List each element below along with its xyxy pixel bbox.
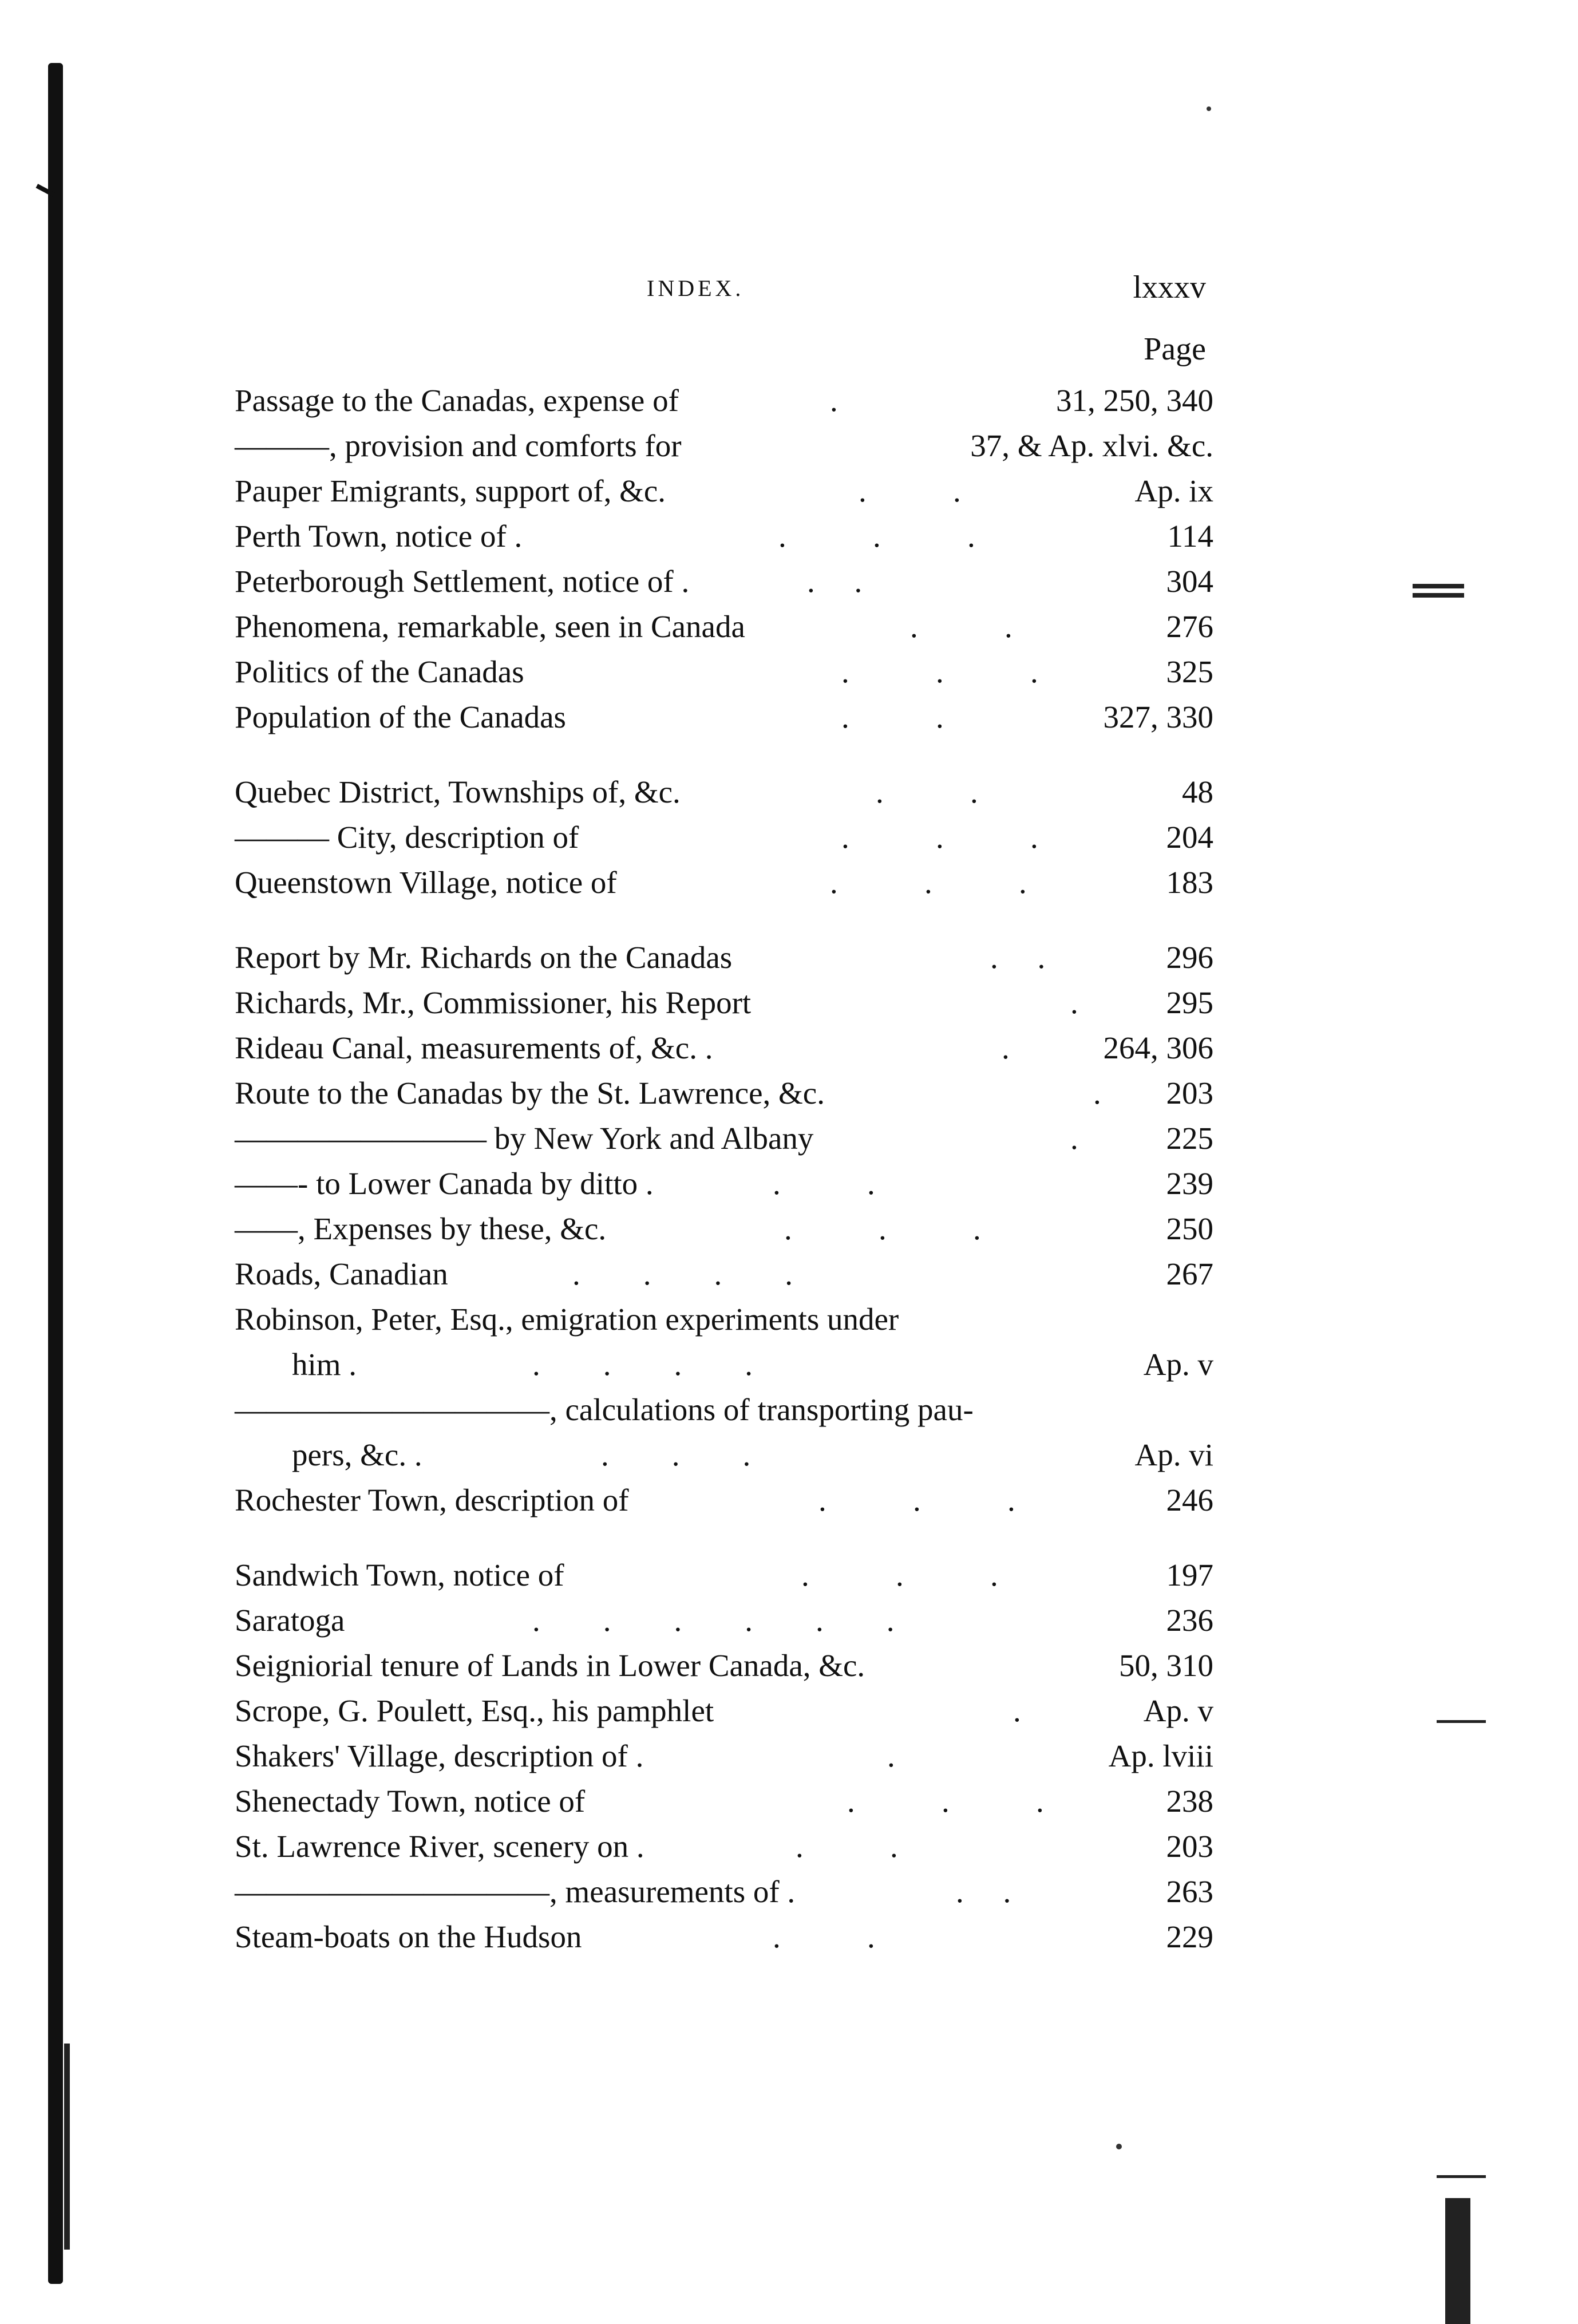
index-entry	[235, 1387, 1213, 1432]
entry-page-ref: 114	[1167, 519, 1213, 554]
entry-page-ref: 304	[1166, 564, 1213, 599]
entry-text: St. Lawrence River, scenery on .	[235, 1829, 644, 1864]
leader-dots: . . . . . .	[532, 1603, 895, 1638]
index-entry	[235, 1161, 1213, 1206]
entry-text: Route to the Canadas by the St. Lawrence, &c.	[235, 1076, 825, 1110]
leader-dots: . .	[841, 699, 944, 734]
leader-dots: . .	[807, 564, 863, 599]
leader-dots: . . .	[818, 1483, 1015, 1517]
entry-page-ref: 204	[1166, 820, 1213, 855]
entry-page-ref: 203	[1166, 1076, 1213, 1110]
leader-dots: .	[1070, 1121, 1078, 1156]
entry-text: him .	[292, 1347, 357, 1382]
index-entry	[235, 1025, 1213, 1070]
index-entry	[235, 1733, 1213, 1778]
index-entry	[235, 1643, 1213, 1688]
index-entry	[235, 1432, 1213, 1477]
page-column-label: Page	[1144, 331, 1206, 367]
entry-text: ———————— by New York and Albany	[235, 1121, 814, 1156]
index-entry	[235, 1869, 1213, 1914]
index-entry	[235, 468, 1213, 513]
entry-text: Robinson, Peter, Esq., emigration experiments under	[235, 1302, 899, 1337]
entry-page-ref: Ap. vi	[1134, 1437, 1213, 1472]
entry-text: pers, &c. .	[292, 1437, 422, 1472]
entry-page-ref: Ap. lviii	[1108, 1738, 1213, 1773]
entry-text: ——- to Lower Canada by ditto .	[235, 1166, 654, 1201]
entry-text: Passage to the Canadas, expense of	[235, 383, 679, 418]
entry-page-ref: Ap. ix	[1134, 473, 1213, 508]
index-entry	[235, 980, 1213, 1025]
entry-text: Peterborough Settlement, notice of .	[235, 564, 690, 599]
binding-edge	[48, 63, 63, 2284]
index-entry	[235, 815, 1213, 860]
leader-dots: . .	[796, 1829, 898, 1864]
index-entry	[235, 1824, 1213, 1869]
index-entry	[235, 1116, 1213, 1161]
margin-mark	[1413, 593, 1464, 598]
index-entry	[235, 769, 1213, 815]
running-header	[0, 270, 1578, 321]
entry-text: Richards, Mr., Commissioner, his Report	[235, 985, 752, 1020]
entry-text: ——————————, measurements of .	[235, 1874, 796, 1909]
entry-text: Seigniorial tenure of Lands in Lower Canada, &c.	[235, 1648, 865, 1683]
index-entry	[235, 513, 1213, 559]
entry-page-ref: 246	[1166, 1483, 1213, 1517]
entry-page-ref: 197	[1166, 1558, 1213, 1592]
entry-text: Report by Mr. Richards on the Canadas	[235, 940, 733, 975]
index-entries	[235, 378, 1213, 1959]
index-entry	[235, 423, 1213, 468]
entry-text: ——, Expenses by these, &c.	[235, 1211, 607, 1246]
entry-text: Scrope, G. Poulett, Esq., his pamphlet	[235, 1693, 714, 1728]
entry-text: Shenectady Town, notice of	[235, 1784, 586, 1819]
leader-dots: .	[1013, 1693, 1021, 1728]
index-title: INDEX.	[647, 275, 745, 301]
entry-page-ref: Ap. v	[1143, 1693, 1213, 1728]
entry-page-ref: 225	[1166, 1121, 1213, 1156]
entry-text: Steam-boats on the Hudson	[235, 1919, 582, 1954]
leader-dots: . . .	[841, 820, 1038, 855]
entry-page-ref: 264, 306	[1103, 1030, 1213, 1065]
entry-text: Phenomena, remarkable, seen in Canada	[235, 609, 745, 644]
margin-mark	[1413, 584, 1464, 588]
margin-mark	[1437, 1720, 1486, 1723]
index-entry	[235, 1598, 1213, 1643]
entry-page-ref: 236	[1166, 1603, 1213, 1638]
leader-dots: . . .	[778, 519, 975, 554]
index-entry	[235, 1251, 1213, 1297]
leader-dots: .	[887, 1738, 895, 1773]
entry-text: Roads, Canadian	[235, 1256, 448, 1291]
entry-page-ref: 238	[1166, 1784, 1213, 1819]
index-entry	[235, 559, 1213, 604]
leader-dots: .	[1070, 985, 1078, 1020]
leader-dots: . .	[773, 1919, 875, 1954]
leader-dots: . . .	[801, 1558, 998, 1592]
entry-page-ref: 263	[1166, 1874, 1213, 1909]
index-entry	[235, 1552, 1213, 1598]
index-entry	[235, 649, 1213, 694]
entry-page-ref: 239	[1166, 1166, 1213, 1201]
leader-dots: . . .	[784, 1211, 981, 1246]
entry-text: ———, provision and comforts for	[235, 428, 682, 463]
index-entry	[235, 1778, 1213, 1824]
index-entry	[235, 1688, 1213, 1733]
entry-text: Queenstown Village, notice of	[235, 865, 617, 900]
leader-dots: . .	[876, 774, 978, 809]
index-entry	[235, 604, 1213, 649]
entry-page-ref: 203	[1166, 1829, 1213, 1864]
entry-text: Pauper Emigrants, support of, &c.	[235, 473, 666, 508]
entry-page-ref: 296	[1166, 940, 1213, 975]
index-entry	[235, 378, 1213, 423]
entry-page-ref: 37, & Ap. xlvi. &c.	[970, 428, 1213, 463]
entry-text: Quebec District, Townships of, &c.	[235, 774, 681, 809]
index-entry	[235, 1914, 1213, 1959]
index-entry	[235, 860, 1213, 905]
index-entry	[235, 1206, 1213, 1251]
index-entry	[235, 1342, 1213, 1387]
entry-page-ref: Ap. v	[1143, 1347, 1213, 1382]
entry-page-ref: 276	[1166, 609, 1213, 644]
margin-mark	[1445, 2198, 1470, 2324]
leader-dots: . .	[910, 609, 1013, 644]
leader-dots: . .	[859, 473, 961, 508]
leader-dots: . . .	[841, 654, 1038, 689]
leader-dots: .	[830, 383, 838, 418]
index-entry	[235, 1297, 1213, 1342]
index-entry	[235, 694, 1213, 740]
entry-text: Politics of the Canadas	[235, 654, 524, 689]
leader-dots: .	[1093, 1076, 1101, 1110]
entry-text: Rochester Town, description of	[235, 1483, 629, 1517]
entry-page-ref: 267	[1166, 1256, 1213, 1291]
leader-dots: . .	[990, 940, 1046, 975]
entry-page-ref: 183	[1166, 865, 1213, 900]
entry-page-ref: 327, 330	[1103, 699, 1213, 734]
entry-page-ref: 31, 250, 340	[1056, 383, 1213, 418]
entry-text: Shakers' Village, description of .	[235, 1738, 644, 1773]
entry-text: ——— City, description of	[235, 820, 579, 855]
index-entry	[235, 1477, 1213, 1523]
leader-dots: . . .	[830, 865, 1027, 900]
entry-page-ref: 48	[1182, 774, 1213, 809]
leader-dots: . . . .	[532, 1347, 753, 1382]
leader-dots: . . .	[601, 1437, 751, 1472]
entry-text: Sandwich Town, notice of	[235, 1558, 564, 1592]
index-entry	[235, 935, 1213, 980]
margin-mark	[1437, 2175, 1486, 2178]
leader-dots: . .	[773, 1166, 875, 1201]
entry-page-ref: 50, 310	[1119, 1648, 1213, 1683]
index-entry	[235, 1070, 1213, 1116]
entry-text: Perth Town, notice of .	[235, 519, 523, 554]
entry-page-ref: 250	[1166, 1211, 1213, 1246]
leader-dots: . . . .	[572, 1256, 793, 1291]
binding-mark	[64, 2044, 70, 2250]
entry-text: ——————————, calculations of transporting pau-	[235, 1392, 974, 1427]
leader-dots: . . .	[847, 1784, 1044, 1819]
leader-dots: .	[1002, 1030, 1010, 1065]
page-number: lxxxv	[1133, 270, 1206, 305]
entry-text: Saratoga	[235, 1603, 345, 1638]
entry-page-ref: 229	[1166, 1919, 1213, 1954]
entry-text: Rideau Canal, measurements of, &c. .	[235, 1030, 713, 1065]
entry-page-ref: 325	[1166, 654, 1213, 689]
leader-dots: . .	[956, 1874, 1011, 1909]
entry-text: Population of the Canadas	[235, 699, 566, 734]
entry-page-ref: 295	[1166, 985, 1213, 1020]
speck	[1116, 2144, 1122, 2149]
speck	[1207, 106, 1211, 111]
